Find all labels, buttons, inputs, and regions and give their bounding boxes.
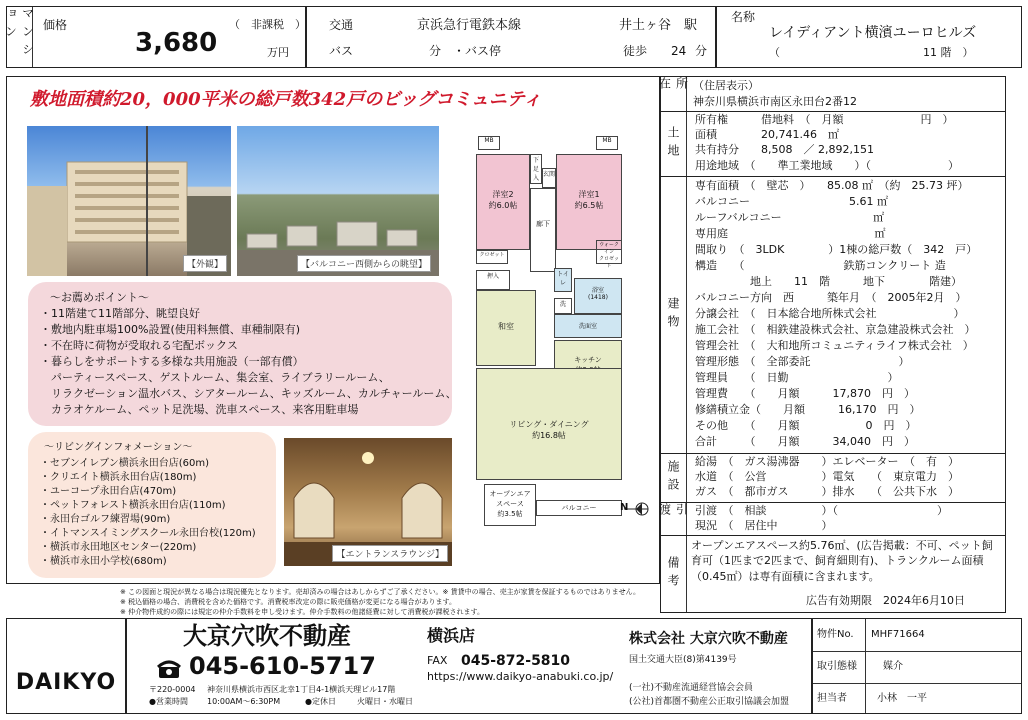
station-name: 井土ヶ谷 駅 (619, 18, 698, 33)
staff-label: 担当者 (817, 693, 847, 704)
ad-expiry: 広告有効期限 2024年6月10日 (806, 594, 965, 608)
recommend-title: 〜お薦めポイント〜 (50, 291, 149, 304)
building-row: 分譲会社 （ 日本総合地所株式会社 ） (695, 307, 965, 320)
facilities-row: ガス （ 都市ガス ）排水 （ 公共下水 ） (695, 485, 959, 498)
recommend-item: ・敷地内駐車場100%設置(使用料無償、車種制限有) (40, 323, 301, 336)
name-label: 名称 (731, 10, 756, 24)
facilities-row: 水道 （ 公営 ）電気 （ 東京電力 ） (695, 470, 959, 483)
balcony-view-photo (237, 126, 439, 276)
north-label: N (620, 502, 629, 513)
handover-row: 引渡 （ 相談 ）（ ） (695, 504, 948, 517)
bus-label: バス (329, 44, 354, 58)
header-name-cell (716, 6, 1022, 68)
entrance: 玄関 (542, 168, 556, 188)
land-section (660, 111, 1006, 177)
property-id: MHF71664 (871, 629, 925, 640)
footer-company-box (126, 618, 812, 714)
handover-row: 現況 （ 居住中 ） (695, 519, 833, 532)
daikyo-logo: DAIKYO (15, 670, 117, 695)
building-row: その他 （ 月額 0 円 ） (695, 419, 917, 432)
walk-label: 徒歩 (623, 44, 648, 58)
remarks-label: 備考 (661, 536, 687, 612)
land-row: 所有権 借地料 （ 月額 円 ） (695, 113, 954, 126)
handover-label: 引渡 (661, 503, 687, 535)
living-info-item: ・横浜市永田小学校(680m) (40, 556, 167, 567)
living-info-item: ・横浜市永田地区センター(220m) (40, 542, 197, 553)
room-bedroom-1: 洋室1 約6.5帖 (556, 154, 622, 250)
walk-minutes: 24 (671, 44, 687, 58)
mb-right: MB (596, 136, 618, 150)
footnote: ※ 税込価格の場合、消費税を含めた価格です。消費税率改定の際に販売価格が変更になる場合があります。 (120, 598, 456, 606)
building-illustration (27, 126, 231, 276)
deal-type-label: 取引態様 (817, 661, 857, 672)
recommend-item: パーティースペース、ゲストルーム、集会室、ライブラリールーム、 (40, 371, 390, 384)
building-row: 管理員 （ 日勤 ） (695, 371, 899, 384)
header-transport-cell (306, 6, 716, 68)
corp-name: 株式会社 大京穴吹不動産 (629, 631, 788, 647)
room-bedroom-2: 洋室2 約6.0帖 (476, 154, 530, 250)
hours: 10:00AM〜6:30PM (207, 697, 281, 706)
remarks-text: オープンエアスペース約5.76㎡、(広告掲載：不可、ペット飼育可（1匹まで2匹まで、飼育細則有)、トランクルーム面積（0.45㎡）は専有面積に含まれます。 (691, 539, 993, 583)
location-note: （住居表示） (693, 79, 759, 92)
phone-number[interactable]: 045-610-5717 (189, 652, 376, 680)
catch-copy: 敷地面積約20，000平米の総戸数342戸のビッグコミュニティ (30, 89, 542, 110)
header-price-cell (3, 6, 306, 68)
price-unit: 万円 (267, 46, 289, 59)
recommend-item: カラオケルーム、ペット足洗場、洗車スペース、来客用駐車場 (40, 403, 359, 416)
mb-left: MB (478, 136, 500, 150)
facilities-section (660, 453, 1006, 503)
deal-type: 媒介 (883, 661, 903, 672)
recommend-item: ・11階建て11階部分、眺望良好 (40, 307, 200, 320)
living-info-item: ・セブンイレブン横浜永田台店(60m) (40, 458, 209, 469)
walkin-closet: ウォークイン クロゼット (596, 240, 622, 264)
branch-name: 横浜店 (427, 626, 476, 645)
land-row: 用途地域 （ 準工業地域 ）（ ） (695, 159, 959, 172)
bus-detail: 分 ・バス停 (429, 44, 502, 58)
transport-label: 交通 (329, 18, 354, 32)
building-row: 管理費 （ 月額 17,870 円 ） (695, 387, 915, 400)
room-living-dining: リビング・ダイニング 約16.8帖 (476, 368, 622, 480)
hours-label: ●営業時間 (149, 697, 188, 706)
living-info-box (28, 432, 276, 578)
fax-label: FAX (427, 654, 448, 667)
company-name: 大京穴吹不動産 (183, 622, 351, 650)
license: 国土交通大臣(8)第4139号 (629, 655, 737, 665)
price-value: 3,680 (135, 28, 218, 58)
living-info-item: ・ユーコープ永田台店(470m) (40, 486, 177, 497)
tax-note: （ 非課税 ） (229, 18, 306, 31)
land-row: 共有持分 8,508 ／ 2,892,151 (695, 143, 874, 156)
walk-unit: 分 (695, 44, 708, 58)
floor-info: （ 11 階 ） (769, 46, 974, 59)
balcony: バルコニー (536, 500, 622, 516)
building-row: バルコニー 5.61 ㎡ (695, 195, 888, 208)
washroom: 洗面室 (554, 314, 622, 338)
recommend-item: リラクゼーション温水バス、シアタールーム、キッズルーム、カルチャールーム、 (40, 387, 457, 400)
building-label: 建物 (661, 177, 687, 453)
property-name: レイディアント横濱ユーロヒルズ (769, 25, 977, 41)
cityscape-illustration (237, 126, 439, 276)
footnote: ※ 仲介物件成約の際には規定の仲介手数料を申し受けます。仲介手数料の他諸経費に対して消費税が課税されます。 (120, 608, 484, 616)
building-row: 専用庭 ㎡ (695, 227, 886, 240)
recommend-box (28, 282, 457, 426)
header-side-label: マンション (7, 7, 33, 67)
assoc-1: (一社)不動産流通経営協会会員 (629, 683, 754, 693)
room-washitsu: 和室 (476, 290, 536, 366)
kitchen: キッチン (554, 340, 622, 392)
building-row: 構造 （ 鉄筋コンクリート 造 (695, 259, 946, 272)
building-row: 間取り （ 3LDK ）1棟の総戸数（ 342 戸） (695, 243, 978, 256)
holiday-label: ●定休日 (305, 697, 336, 706)
north-arrow-icon (622, 500, 652, 518)
hallway: 廊下 (530, 188, 556, 272)
recommend-item: ・暮らしをサポートする多様な共用施設（一部有償） (40, 355, 304, 368)
floor-plan (470, 128, 656, 580)
recommend-item: ・不在時に荷物が受取れる宅配ボックス (40, 339, 238, 352)
building-row: バルコニー方向 西 築年月 （ 2005年2月 ） (695, 291, 967, 304)
living-info-item: ・永田台ゴルフ練習場(90m) (40, 514, 171, 525)
entrance-lounge-photo (284, 438, 452, 566)
remarks-section (660, 535, 1006, 613)
website-url[interactable]: https://www.daikyo-anabuki.co.jp/ (427, 670, 614, 683)
exterior-caption: 【外観】 (183, 255, 227, 272)
facilities-row: 給湯 （ ガス湯沸器 ）エレベーター （ 有 ） (695, 455, 959, 468)
building-row: 管理形態 （ 全部委託 ） (695, 355, 910, 368)
building-row: 管理会社 （ 大和地所コミュニティライフ株式会社 ） (695, 339, 974, 352)
handover-section (657, 502, 1006, 536)
oshiire: 押入 (476, 270, 510, 290)
balcony-caption: 【バルコニー西側からの眺望】 (297, 255, 431, 272)
assoc-2: (公社)首都圏不動産公正取引協議会加盟 (629, 697, 790, 707)
building-row: 施工会社 （ 相鉄建設株式会社、京急建設株式会社 ） (695, 323, 976, 336)
building-row: ルーフバルコニー ㎡ (695, 211, 885, 224)
property-id-label: 物件No. (817, 629, 854, 640)
phone-icon (157, 659, 181, 679)
living-info-item: ・クリエイト横浜永田台店(180m) (40, 472, 197, 483)
living-info-title: 〜リビングインフォメーション〜 (44, 442, 193, 453)
building-row: 修繕積立金（ 月額 16,170 円 ） (695, 403, 921, 416)
postal-code: 〒220-0004 (149, 685, 196, 694)
location-label: 所在 (661, 77, 687, 111)
footnote: ※ この図面と現況が異なる場合は現況優先となります。売却済みの場合はあしからずご了承ください。※ 賃貸中の場合、売主が家賃を保証するものではありません。 (120, 588, 641, 596)
shoebox: 下足入 (530, 154, 542, 184)
living-info-item: ・ペットフォレスト横浜永田台店(110m) (40, 500, 226, 511)
land-label: 土地 (661, 112, 687, 176)
bathroom: 浴室 (1418) (574, 278, 622, 314)
line-name: 京浜急行電鉄本線 (417, 18, 522, 33)
toilet: トイレ (554, 268, 572, 292)
exterior-photo (27, 126, 231, 276)
living-info-item: ・イトマンスイミングスクール永田台校(120m) (40, 528, 256, 539)
staff-name: 小林 一平 (877, 693, 927, 704)
open-air-space: オープンエア スペース 約3.5帖 (484, 484, 536, 526)
building-row: 専有面積 （ 壁芯 ） 85.08 ㎡ （約 25.73 坪） (695, 179, 969, 192)
price-label: 価格 (43, 18, 68, 32)
location-section (657, 76, 1006, 112)
building-section (660, 176, 1006, 454)
location-address: 神奈川県横浜市南区永田台2番12 (693, 95, 857, 108)
fax-number: 045-872-5810 (461, 653, 571, 669)
building-row: 合計 （ 月額 34,040 円 ） (695, 435, 915, 448)
building-row: 地上 11 階 地下 階建） (695, 275, 962, 288)
holiday: 火曜日・水曜日 (357, 697, 413, 706)
company-address: 神奈川県横浜市西区北幸1丁目4-1横浜天理ビル17階 (207, 685, 396, 694)
closet: クロゼット (476, 250, 508, 264)
land-row: 面積 20,741.46 ㎡ (695, 128, 839, 141)
lounge-caption: 【エントランスラウンジ】 (332, 545, 448, 562)
washer: 洗 (554, 298, 572, 314)
footer-meta-box (812, 618, 1022, 714)
footer-logo-box (6, 618, 126, 714)
facilities-label: 施設 (661, 454, 687, 502)
